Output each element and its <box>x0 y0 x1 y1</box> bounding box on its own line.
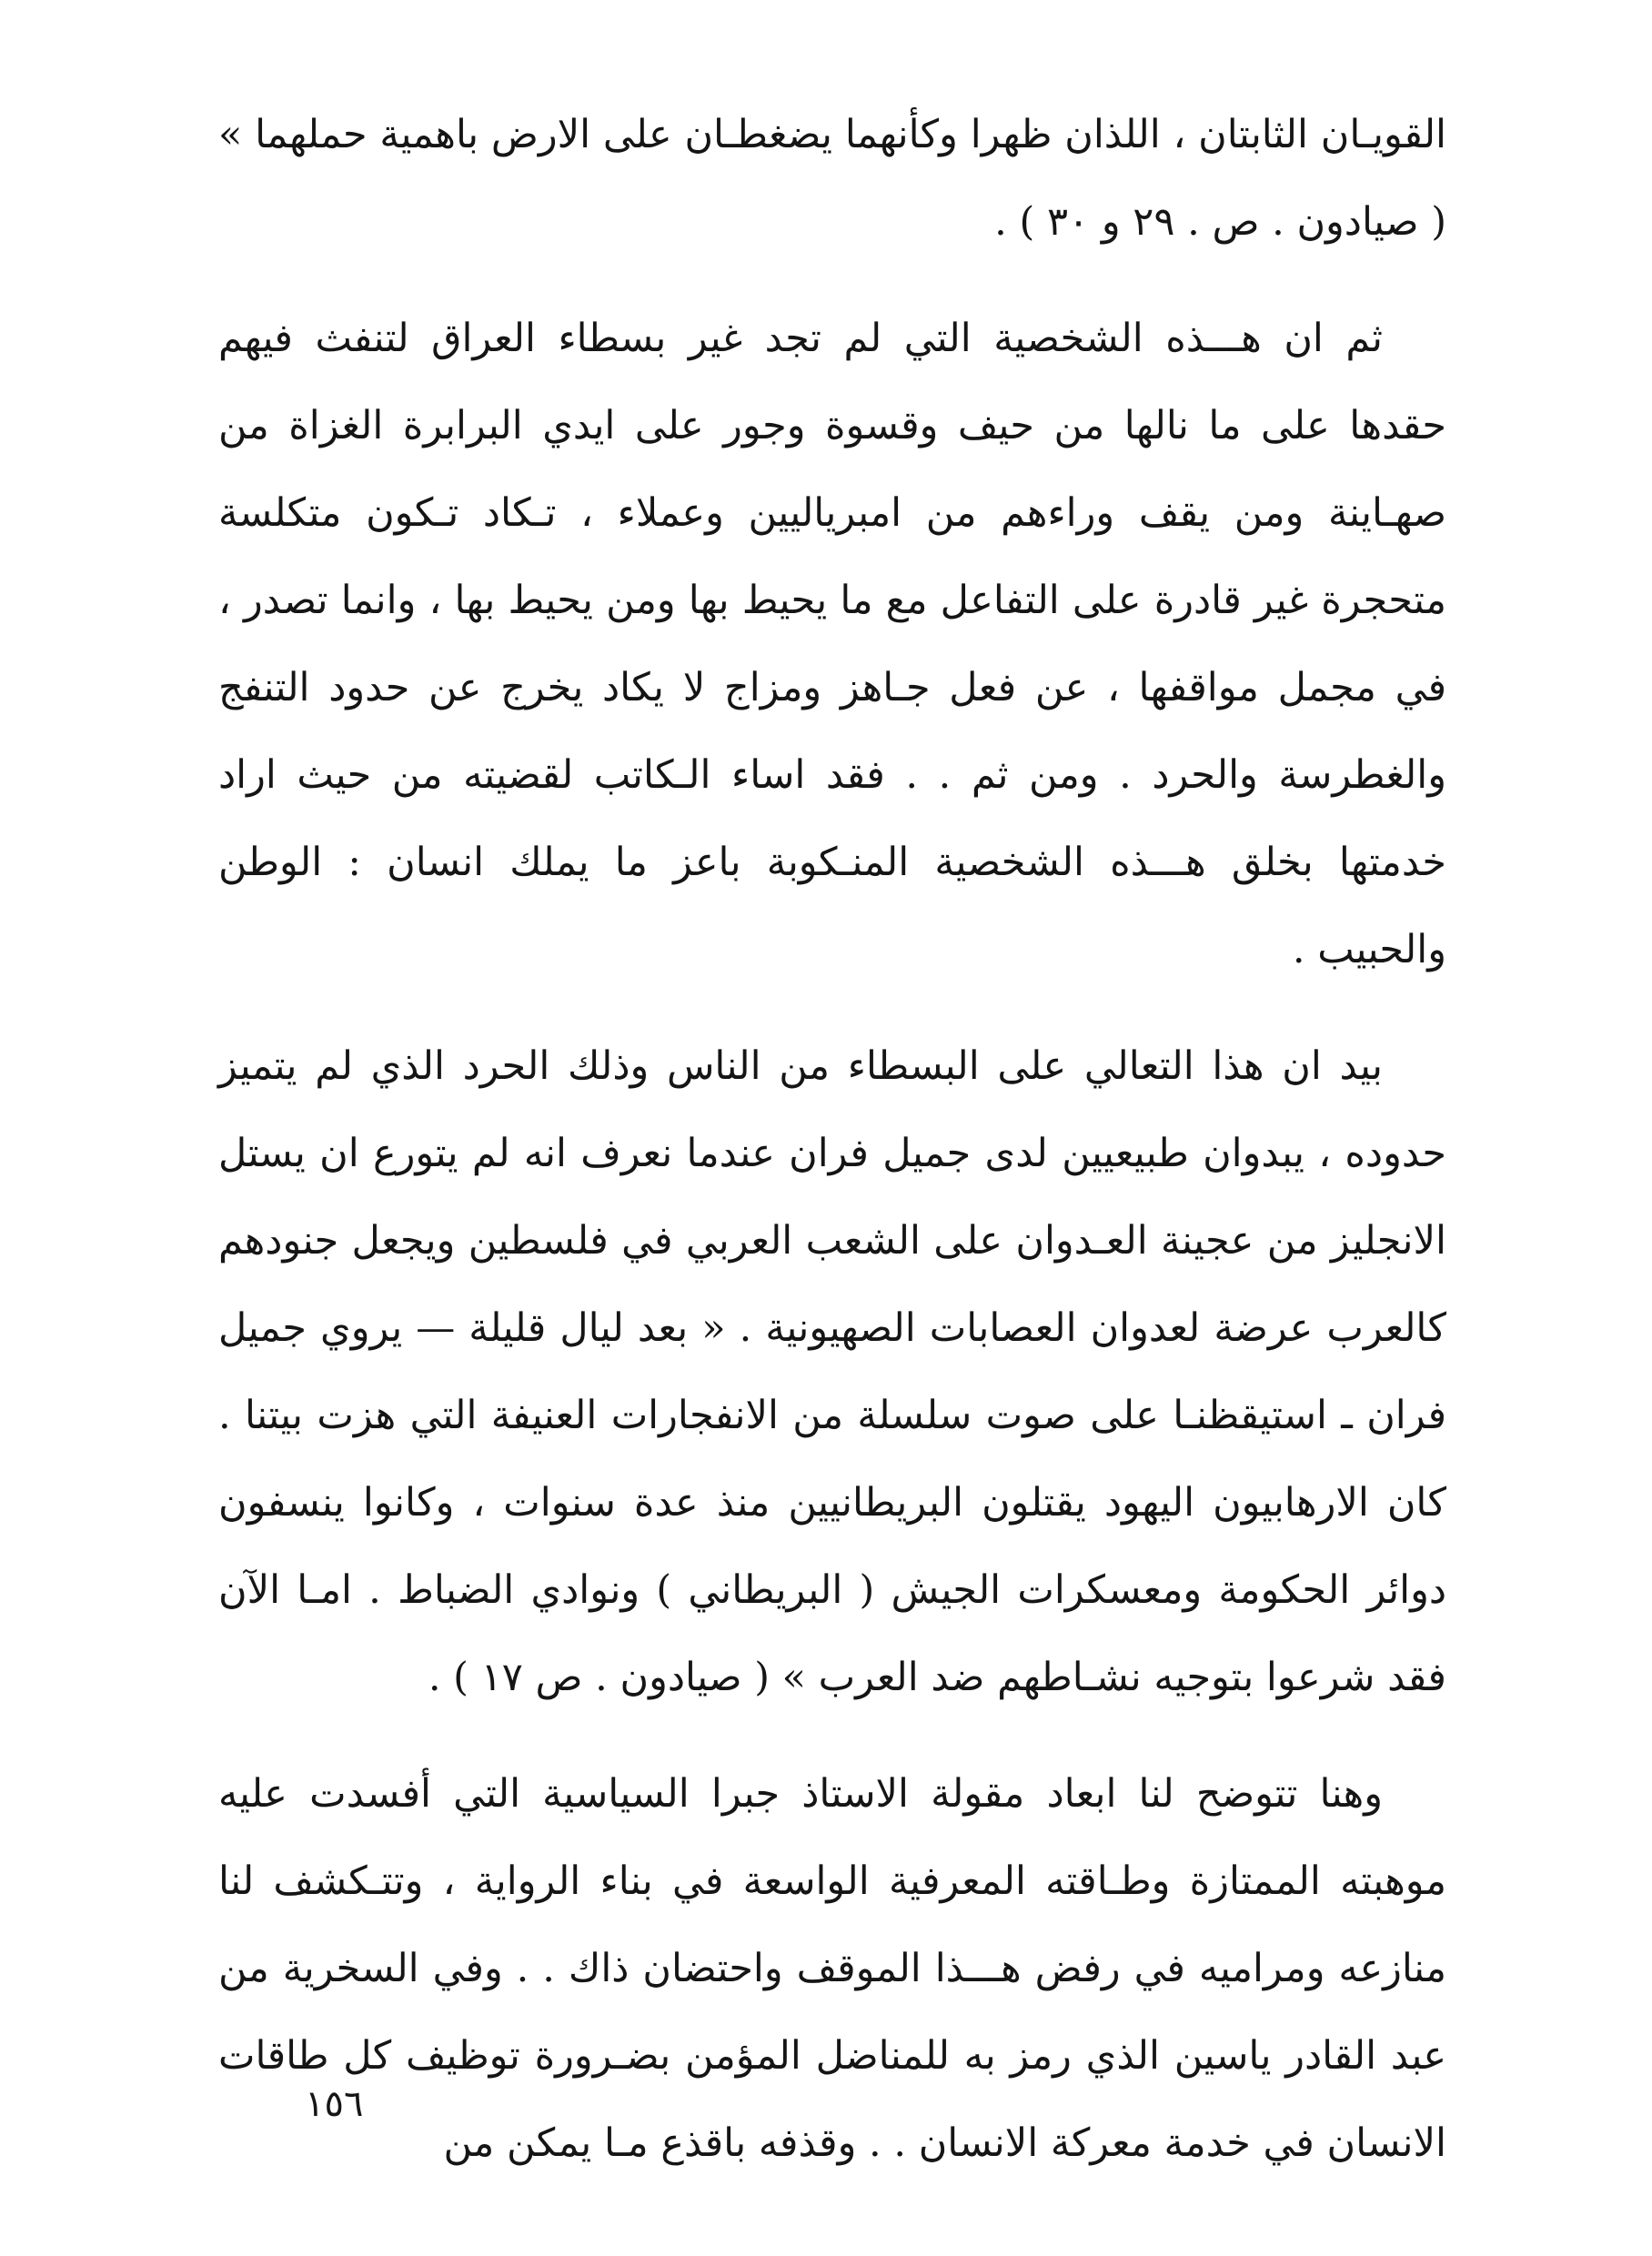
paragraph-3: بيد ان هذا التعالي على البسطاء من الناس وذلك الحرد الذي لم يتميز حدوده ، يبدوان طبيعيين لدى جميل فران عندما نعرف انه لم يتورع ان يستل الانجليز من عجينة العـدوان على الشعب العربي في فلسطين ويجعل جنودهم كالعرب عرضة لعدوان العصابات الصهيونية . « بعد ليال قليلة — يروي جميل فران ـ استيقظنـا على صوت سلسلة من الانفجارات العنيفة التي هزت بيتنا . كان الارهابيون اليهود يقتلون البريطانيين منذ عدة سنوات ، وكانوا ينسفون دوائر الحكومة ومعسكرات الجيش ( البريطاني ) ونوادي الضباط . امـا الآن فقد شرعوا بتوجيه نشـاطهم ضد العرب » ( صيادون . ص ١٧ ) . <box>218 1043 1446 1700</box>
paragraph-4: وهنا تتوضح لنا ابعاد مقولة الاستاذ جبرا السياسية التي أفسدت عليه موهبته الممتازة وطـاقته المعرفية الواسعة في بناء الرواية ، وتتـكشف لنا منازعه ومراميه في رفض هـــذا الموقف واحتضان ذاك . . وفي السخرية من عبد القادر ياسين الذي رمز به للمناضل المؤمن بضـرورة توظيف كل طاقات الانسان في خدمة معركة الانسان . . وقذفه باقذع مـا يمكن من <box>218 1771 1446 2166</box>
paragraph-1: القويـان الثابتان ، اللذان ظهرا وكأنهما يضغطـان على الارض باهمية حملهما » ( صيادون . ص . ٢٩ و ٣٠ ) . <box>218 112 1446 245</box>
page-number: ١٥٦ <box>305 2083 364 2125</box>
paragraph-2: ثم ان هـــذه الشخصية التي لم تجد غير بسطاء العراق لتنفث فيهم حقدها على ما نالها من حيف وقسوة وجور على ايدي البرابرة الغزاة من صهـاينة ومن يقف وراءهم من امبرياليين وعملاء ، تـكاد تـكون متكلسة متحجرة غير قادرة على التفاعل مع ما يحيط بها ومن يحيط بها ، وانما تصدر ، في مجمل مواقفها ، عن فعل جـاهز ومزاج لا يكاد يخرج عن حدود التنفج والغطرسة والحرد . ومن ثم . . فقد اساء الـكاتب لقضيته من حيث اراد خدمتها بخلق هـــذه الشخصية المنـكوبة باعز ما يملك انسان : الوطن والحبيب . <box>218 316 1446 972</box>
document-page <box>218 91 1446 2166</box>
